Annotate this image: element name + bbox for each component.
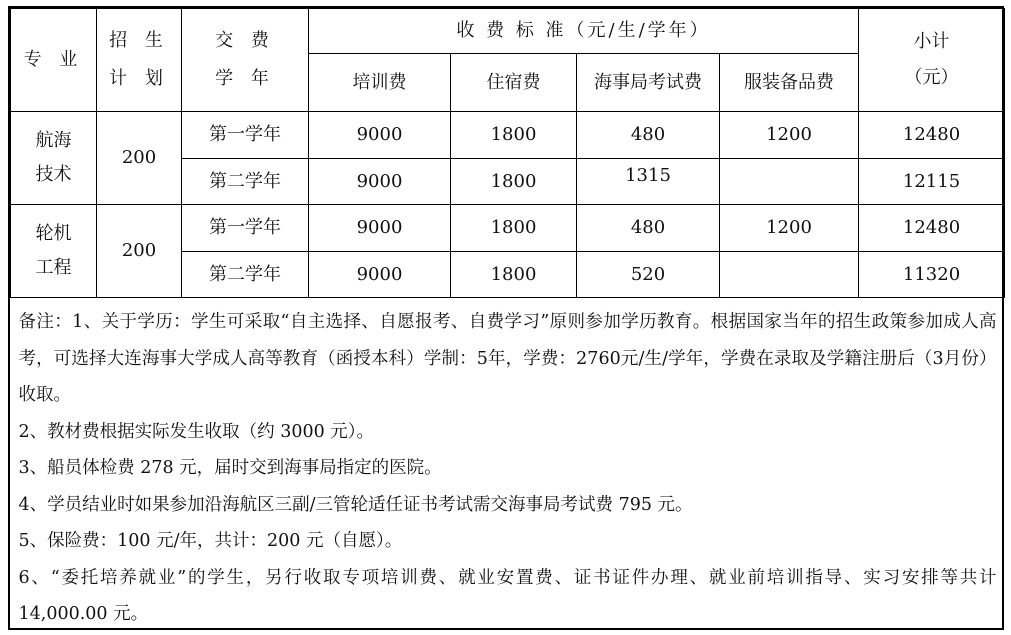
subtotal: 11320: [859, 252, 1005, 298]
header-subtotal: 小计 （元）: [859, 9, 1005, 112]
header-lodging-fee: 住宿费: [451, 54, 577, 112]
header-major: 专 业: [11, 9, 97, 112]
exam-fee: 1315: [577, 159, 720, 205]
training-fee: 9000: [309, 112, 451, 159]
uniform-fee: 1200: [720, 112, 859, 159]
table-row: [11, 112, 1005, 159]
note-item: 6、“委托培养就业”的学生，另行收取专项培训费、就业安置费、证书证件办理、就业前培训指导、实习安排等共计 14,000.00 元。: [18, 567, 997, 624]
lodging-fee: 1800: [451, 252, 577, 298]
note-item: 3、船员体检费 278 元，届时交到海事局指定的医院。: [18, 458, 442, 478]
major-name: 航海 技术: [11, 112, 97, 205]
subtotal: 12115: [859, 159, 1005, 205]
note-item: 2、教材费根据实际发生收取（约 3000 元）。: [18, 421, 375, 442]
major-name: 轮机 工程: [11, 205, 97, 298]
lodging-fee: 1800: [451, 205, 577, 252]
subtotal: 12480: [859, 112, 1005, 159]
note-item: 4、学员结业时如果参加沿海航区三副/三管轮适任证书考试需交海事局考试费 795 元。: [18, 494, 693, 515]
subtotal: 12480: [859, 205, 1005, 252]
header-pay-year: 交 费 学 年: [182, 9, 309, 112]
uniform-fee: 1200: [720, 205, 859, 252]
exam-fee: 520: [577, 252, 720, 298]
pay-year: 第一学年: [182, 112, 309, 159]
pay-year: 第二学年: [182, 159, 309, 205]
header-uniform-fee: 服装备品费: [720, 54, 859, 112]
fee-table: [10, 8, 1005, 633]
header-plan: 招 生 计 划: [97, 9, 182, 112]
pay-year: 第二学年: [182, 252, 309, 298]
exam-fee: 480: [577, 112, 720, 159]
note-item: 5、保险费：100 元/年，共计：200 元（自愿）。: [18, 531, 403, 551]
notes-block: [11, 298, 1005, 633]
header-fee-standard: 收 费 标 准（元/生/学年）: [309, 9, 859, 54]
enroll-plan: 200: [97, 112, 182, 205]
table-row: [11, 205, 1005, 252]
training-fee: 9000: [309, 205, 451, 252]
enroll-plan: 200: [97, 205, 182, 298]
pay-year: 第一学年: [182, 205, 309, 252]
exam-fee: 480: [577, 205, 720, 252]
fee-document: [8, 6, 1004, 630]
header-training-fee: 培训费: [309, 54, 451, 112]
lodging-fee: 1800: [451, 159, 577, 205]
notes-cell: [11, 298, 1005, 633]
notes-row: [11, 298, 1005, 633]
lodging-fee: 1800: [451, 112, 577, 159]
training-fee: 9000: [309, 252, 451, 298]
training-fee: 9000: [309, 159, 451, 205]
uniform-fee: [720, 159, 859, 205]
uniform-fee: [720, 252, 859, 298]
note-item: 备注：1、关于学历：学生可采取“自主选择、自愿报考、自费学习”原则参加学历教育。根据国家当年的招生政策参加成人高考，可选择大连海事大学成人高等教育（函授本科）学制：5年，学费：2760元/生/学年，学费在录取及学籍注册后（3月份）收取。: [18, 312, 997, 405]
header-exam-fee: 海事局考试费: [577, 54, 720, 112]
